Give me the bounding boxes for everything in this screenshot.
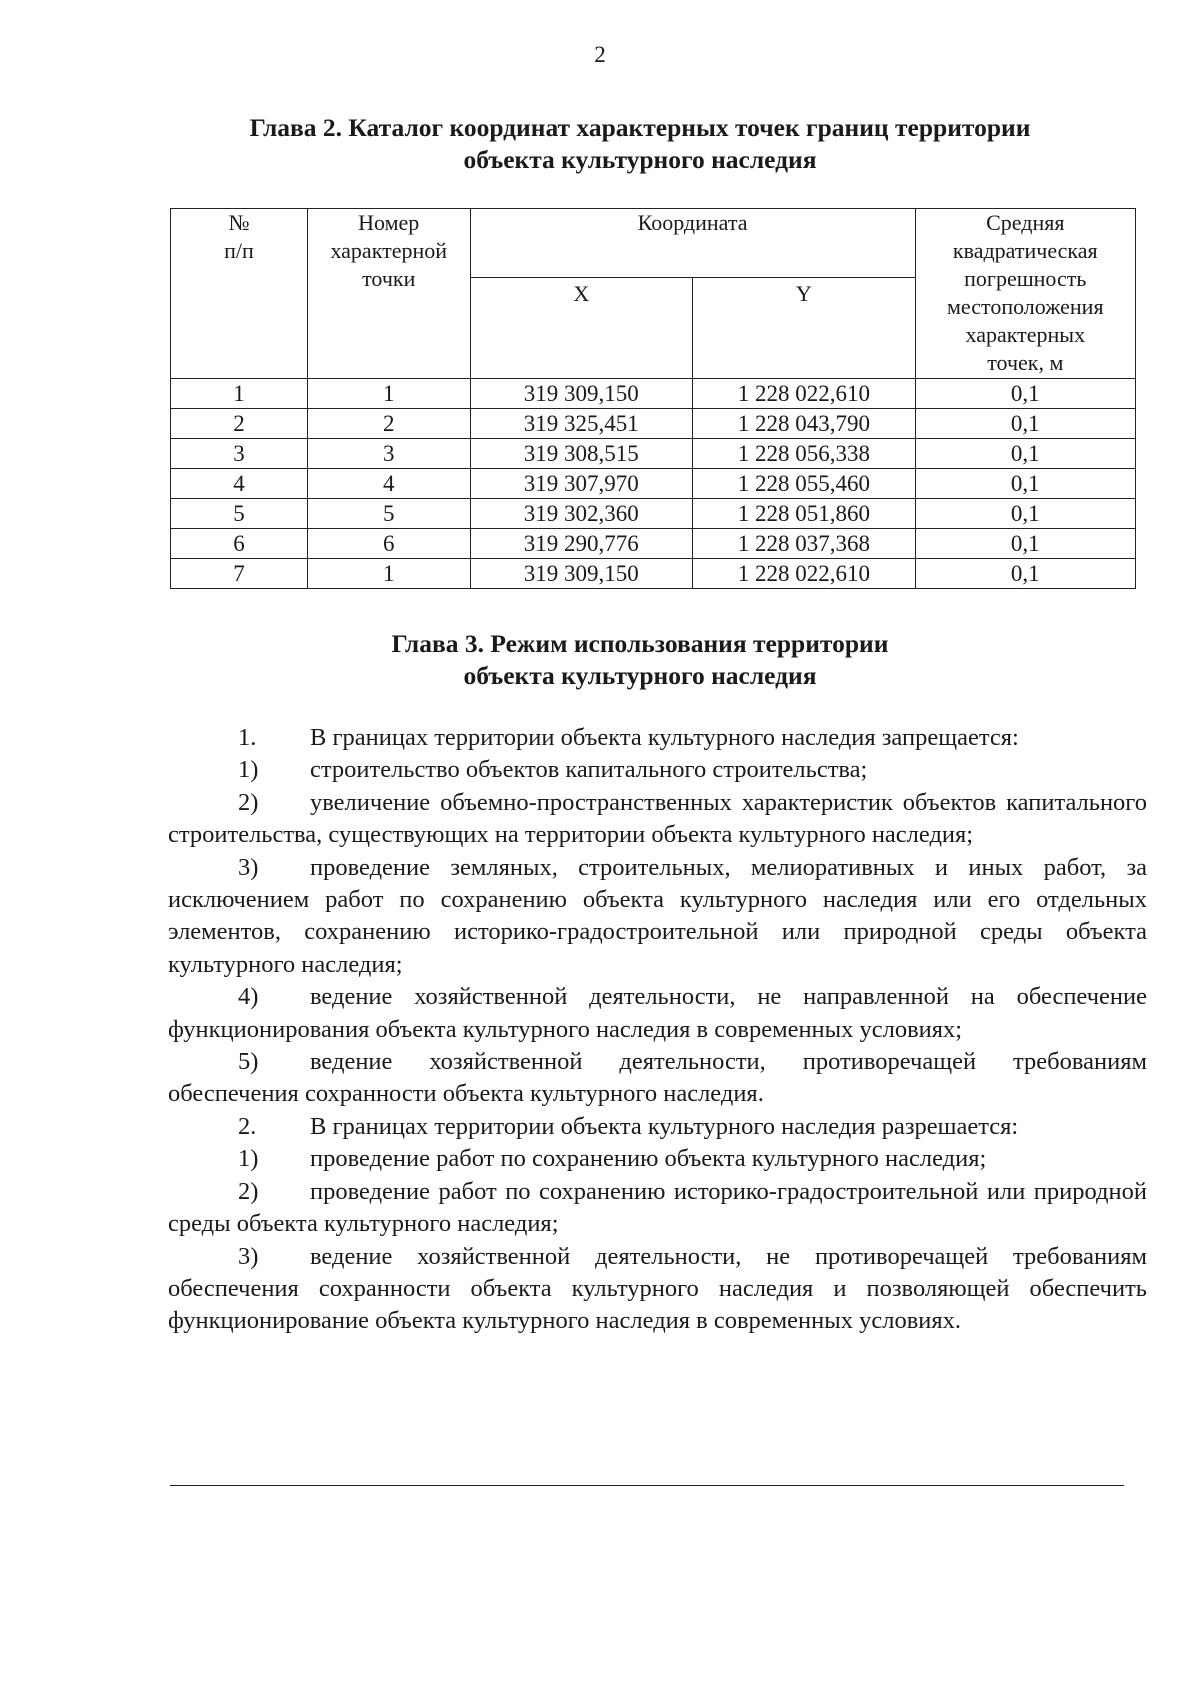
list-item-number: 1) [238, 756, 259, 784]
cell-number: 4 [171, 469, 308, 499]
table-row [171, 469, 1136, 499]
cell-number: 6 [171, 529, 308, 559]
cell-error: 0,1 [915, 559, 1135, 589]
cell-error: 0,1 [915, 529, 1135, 559]
list-item-text: В границах территории объекта культурного наследия разрешается: [310, 1112, 1019, 1140]
list-item-text: ведение хозяйственной деятельности, не противоречащей требованиям обеспечения сохранности объекта культурного наследия и позволяющей обеспечить функционирование объекта культурного наследия в современных условиях. [168, 1242, 1147, 1335]
list-item-text: строительство объектов капитального строительства; [310, 756, 868, 784]
header-number: № п/п [171, 209, 308, 379]
cell-x: 319 307,970 [470, 469, 693, 499]
cell-x: 319 309,150 [470, 379, 693, 409]
cell-error: 0,1 [915, 409, 1135, 439]
cell-x: 319 290,776 [470, 529, 693, 559]
coordinates-table [170, 208, 1136, 589]
header-x: X [470, 278, 693, 379]
list-item [168, 1143, 1147, 1175]
header-mean-square-error: Средняя квадратическая погрешность местоположения характерных точек, м [915, 209, 1135, 379]
cell-point: 1 [307, 559, 470, 589]
list-item-text: проведение работ по сохранению объекта культурного наследия; [310, 1145, 987, 1173]
list-item [168, 722, 1147, 754]
list-item-text: проведение земляных, строительных, мелиоративных и иных работ, за исключением работ по сохранению объекта культурного наследия или его отдельных элементов, сохранению историко-градостроительной или природной среды объекта культурного наследия; [168, 853, 1147, 978]
cell-error: 0,1 [915, 439, 1135, 469]
cell-point: 3 [307, 439, 470, 469]
list-item [168, 852, 1147, 982]
cell-y: 1 228 055,460 [693, 469, 916, 499]
table-row [171, 559, 1136, 589]
cell-x: 319 309,150 [470, 559, 693, 589]
cell-y: 1 228 043,790 [693, 409, 916, 439]
list-item-number: 2) [238, 1177, 259, 1205]
header-coordinate: Координата [470, 209, 915, 278]
chapter-3-title-line-1: Глава 3. Режим использования территории [391, 629, 889, 658]
table-row [171, 409, 1136, 439]
list-item-number: 5) [238, 1048, 259, 1076]
list-item [168, 1241, 1147, 1338]
list-item-number: 1) [238, 1145, 259, 1173]
cell-point: 6 [307, 529, 470, 559]
cell-error: 0,1 [915, 499, 1135, 529]
cell-y: 1 228 037,368 [693, 529, 916, 559]
cell-y: 1 228 051,860 [693, 499, 916, 529]
cell-point: 2 [307, 409, 470, 439]
page-number: 2 [594, 42, 606, 67]
footer-divider [170, 1485, 1124, 1486]
list-item [168, 787, 1147, 852]
chapter-3-heading [160, 628, 1120, 692]
chapter-2-heading [160, 112, 1120, 176]
cell-y: 1 228 022,610 [693, 379, 916, 409]
list-item-number: 2) [238, 788, 259, 816]
list-item [168, 981, 1147, 1046]
list-item-number: 3) [238, 1242, 259, 1270]
list-item-text: ведение хозяйственной деятельности, противоречащей требованиям обеспечения сохранности объекта культурного наследия. [168, 1048, 1147, 1108]
list-item-number: 2. [238, 1112, 257, 1140]
list-item [168, 1176, 1147, 1241]
list-item-number: 1. [238, 724, 257, 751]
cell-x: 319 302,360 [470, 499, 693, 529]
list-item-text: увеличение объемно-пространственных характеристик объектов капитального строительства, существующих на территории объекта культурного наследия; [168, 788, 1147, 849]
table-row [171, 439, 1136, 469]
cell-number: 5 [171, 499, 308, 529]
list-item-number: 4) [238, 983, 259, 1011]
header-y: Y [693, 278, 916, 379]
table-row [171, 529, 1136, 559]
usage-regime-text [168, 722, 1147, 1338]
cell-y: 1 228 022,610 [693, 559, 916, 589]
cell-number: 1 [171, 379, 308, 409]
cell-number: 3 [171, 439, 308, 469]
cell-number: 2 [171, 409, 308, 439]
chapter-2-title-line-2: объекта культурного наследия [463, 145, 817, 174]
list-item-text: В границах территории объекта культурного наследия запрещается: [310, 724, 1019, 751]
cell-error: 0,1 [915, 469, 1135, 499]
chapter-2-title-line-1: Глава 2. Каталог координат характерных точек границ территории [249, 113, 1031, 142]
table-row [171, 499, 1136, 529]
header-point-number: Номер характерной точки [307, 209, 470, 379]
cell-y: 1 228 056,338 [693, 439, 916, 469]
cell-number: 7 [171, 559, 308, 589]
list-item-text: проведение работ по сохранению историко-градостроительной или природной среды объекта культурного наследия; [168, 1177, 1147, 1238]
chapter-3-title-line-2: объекта культурного наследия [463, 661, 817, 690]
cell-error: 0,1 [915, 379, 1135, 409]
cell-x: 319 308,515 [470, 439, 693, 469]
cell-point: 4 [307, 469, 470, 499]
list-item [168, 1046, 1147, 1111]
list-item [168, 1111, 1147, 1143]
cell-point: 1 [307, 379, 470, 409]
table-row [171, 379, 1136, 409]
cell-x: 319 325,451 [470, 409, 693, 439]
list-item [168, 754, 1147, 786]
cell-point: 5 [307, 499, 470, 529]
list-item-text: ведение хозяйственной деятельности, не направленной на обеспечение функционирования объекта культурного наследия в современных условиях; [168, 983, 1147, 1043]
list-item-number: 3) [238, 853, 259, 881]
